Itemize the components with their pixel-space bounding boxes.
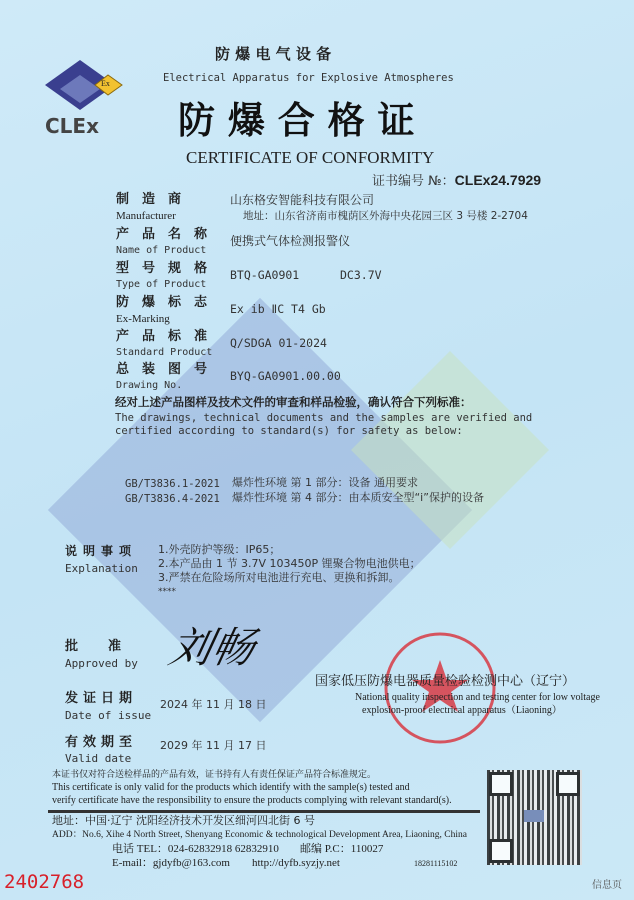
standard-code: GB/T3836.1-2021 xyxy=(125,478,220,490)
standard-desc: 爆炸性环境 第 1 部分：设备 通用要求 xyxy=(232,476,418,489)
field-label-en: Manufacturer xyxy=(116,210,176,222)
cert-number xyxy=(372,171,541,190)
field-label-cn: 制造商 xyxy=(116,192,195,207)
field-label-cn: 总装图号 xyxy=(116,362,221,377)
cert-number-value: CLEx24.7929 xyxy=(454,172,542,188)
issuer-name-en-line2: explosion-proof electrical apparatus（Liaoning） xyxy=(362,705,562,716)
standard-code: GB/T3836.4-2021 xyxy=(125,493,220,505)
footer-postcode: 邮编 P.C：110027 xyxy=(300,843,384,855)
issue-label-cn: 发证日期 xyxy=(65,691,138,706)
valid-date: 2029 年 11 月 17 日 xyxy=(160,739,267,752)
footer-note-en-line2: verify certificate have the responsibility to ensure the products complying with relevant standard(s). xyxy=(52,795,452,806)
explanation-item: 3.严禁在危险场所对电池进行充电、更换和拆卸。 xyxy=(158,571,400,584)
field-label-cn: 产品标准 xyxy=(116,329,221,344)
statement-cn: 经对上述产品图样及技术文件的审查和样品检验，确认符合下列标准： xyxy=(115,395,472,409)
field-label-cn: 产品名称 xyxy=(116,227,221,242)
field-label-en: Standard Product xyxy=(116,347,213,358)
logo-badge-text: Ex xyxy=(101,79,110,88)
footer-note-en-line1: This certificate is only valid for the products which identify with the sample(s) tested and xyxy=(52,782,410,793)
footer-email: E-mail：gjdyfb@163.com xyxy=(112,857,230,869)
footer-website: http://dyfb.syzjy.net xyxy=(252,857,340,869)
statement-en-line2: certified according to standard(s) for safety as below: xyxy=(115,425,463,437)
field-value: BYQ-GA0901.00.00 xyxy=(230,369,341,383)
qr-code[interactable] xyxy=(487,770,582,865)
footer-divider xyxy=(48,810,480,813)
explanation-label-en: Explanation xyxy=(65,562,138,575)
field-value: BTQ-GA0901 xyxy=(230,268,300,282)
page-label: 信息页 xyxy=(592,880,622,891)
field-label-cn: 型号规格 xyxy=(116,261,221,276)
category-en: Electrical Apparatus for Explosive Atmospheres xyxy=(163,72,454,84)
title-en: CERTIFICATE OF CONFORMITY xyxy=(186,148,435,167)
logo xyxy=(40,55,130,145)
issue-date: 2024 年 11 月 18 日 xyxy=(160,698,267,711)
explanation-item: **** xyxy=(158,587,176,597)
issuer-name-en-line1: National quality inspection and testing center for low voltage xyxy=(355,692,600,703)
field-label-en: Ex-Marking xyxy=(116,313,170,325)
category-cn: 防 爆 电 气 设 备 xyxy=(215,45,332,63)
field-value: 山东格安智能科技有限公司 xyxy=(230,193,375,207)
issuer-name-cn: 国家低压防爆电器质量检验检测中心（辽宁） xyxy=(315,674,576,689)
approved-label-cn: 批准 xyxy=(65,639,152,654)
field-label-en: Name of Product xyxy=(116,245,207,256)
footer-note-cn: 本证书仅对符合送检样品的产品有效，证书持有人有责任保证产品符合标准规定。 xyxy=(52,770,377,780)
statement-en-line1: The drawings, technical documents and the samples are verified and xyxy=(115,412,533,424)
standard-desc: 爆炸性环境 第 4 部分：由本质安全型“i”保护的设备 xyxy=(232,491,484,504)
cert-number-label: 证书编号 №： xyxy=(372,174,455,189)
explanation-label-cn: 说明事项 xyxy=(65,544,138,558)
explanation-item: 2.本产品由 1 节 3.7V 103450P 锂聚合物电池供电； xyxy=(158,557,421,570)
title-cn: 防 爆 合 格 证 xyxy=(178,99,415,142)
valid-label-en: Valid date xyxy=(65,752,132,765)
logo-text: CLEx xyxy=(45,114,99,138)
footer-code: 18281115102 xyxy=(414,859,458,868)
footer-tel: 电话 TEL：024-62832918 62832910 xyxy=(112,843,279,855)
logo-mark-icon xyxy=(40,55,130,115)
field-value: Q/SDGA 01-2024 xyxy=(230,336,327,350)
issue-label-en: Date of issue xyxy=(65,709,152,722)
footer-address-en: ADD：No.6, Xihe 4 North Street, Shenyang Economic & technological Development Area, Liaoning, China xyxy=(52,830,468,840)
footer-address-cn: 地址：中国·辽宁 沈阳经济技术开发区细河四北街 6 号 xyxy=(52,814,315,827)
explanation-item: 1.外壳防护等级：IP65； xyxy=(158,543,281,556)
signature: 刘畅 xyxy=(164,623,260,672)
field-label-en: Drawing No. xyxy=(116,380,183,391)
field-value: 便携式气体检测报警仪 xyxy=(230,234,351,248)
manufacturer-address: 地址：山东省济南市槐荫区外海中央花园三区 3 号楼 2-2704 xyxy=(243,210,528,222)
serial-number: 2402768 xyxy=(4,871,85,893)
field-label-cn: 防爆标志 xyxy=(116,295,221,310)
field-value-voltage: DC3.7V xyxy=(340,268,382,282)
field-value: Ex ib ⅡC T4 Gb xyxy=(230,302,326,316)
field-label-en: Type of Product xyxy=(116,279,207,290)
approved-label-en: Approved by xyxy=(65,657,138,670)
valid-label-cn: 有效期至 xyxy=(65,735,138,750)
